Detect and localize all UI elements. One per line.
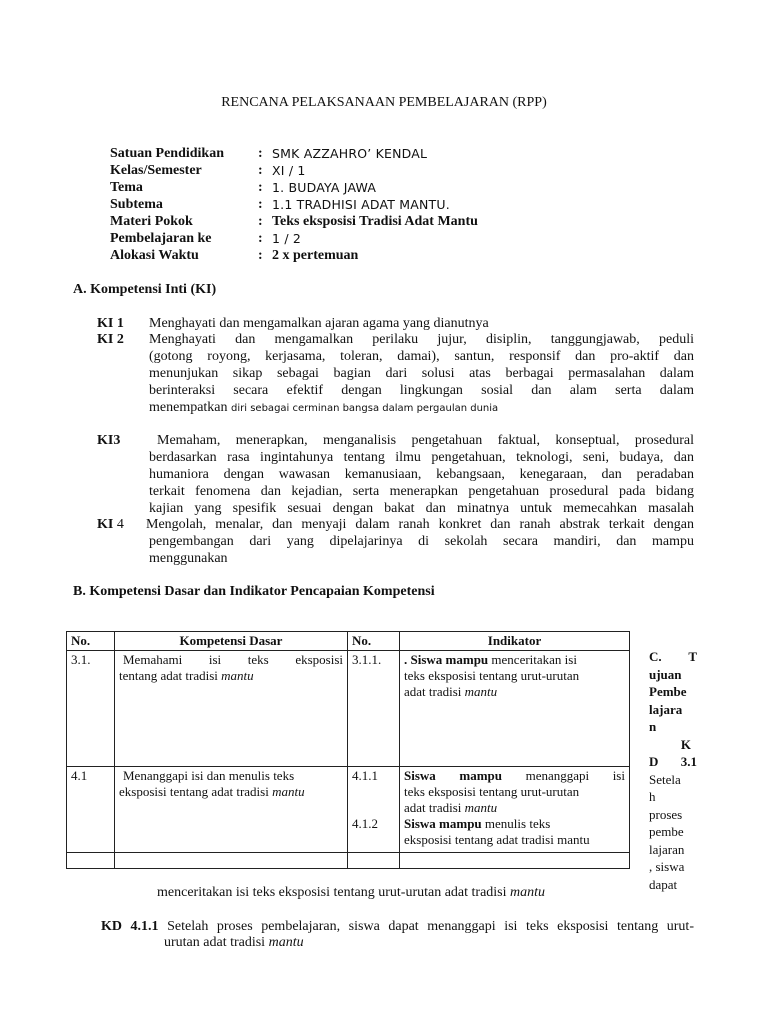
side-line: K bbox=[680, 736, 691, 752]
info-colon: : bbox=[258, 197, 263, 212]
section-b-heading: B. Kompetensi Dasar dan Indikator Pencapaian Kompetensi bbox=[73, 584, 435, 599]
kd-411-line-2 bbox=[164, 934, 304, 951]
info-colon: : bbox=[258, 214, 263, 229]
kd-411-line-2-text: urutan adat tradisi bbox=[164, 935, 269, 950]
ki2-line: Menghayati dan mengamalkan perilaku jujur, disiplin, tanggungjawab, peduli bbox=[149, 332, 694, 347]
info-label: Kelas/Semester bbox=[110, 163, 202, 178]
info-colon: : bbox=[258, 231, 263, 246]
table-row bbox=[67, 651, 630, 767]
row1-ind-line3-text: adat tradisi bbox=[404, 684, 465, 699]
row1-kd-text: tentang adat tradisi bbox=[119, 668, 222, 683]
row1-ind-text: menceritakan isi bbox=[488, 652, 577, 667]
ki2-line: berinteraksi secara efektif dengan lingkungan sosial dan alam serta dalam bbox=[149, 383, 694, 398]
row1-ind-line3 bbox=[404, 684, 625, 700]
header-no-2: No. bbox=[348, 632, 400, 651]
empty-cell bbox=[67, 853, 115, 869]
info-value: 1.1 TRADHISI ADAT MANTU. bbox=[272, 197, 450, 212]
info-value: SMK AZZAHRO’ KENDAL bbox=[272, 146, 428, 161]
empty-cell bbox=[348, 853, 400, 869]
side-line: n bbox=[649, 719, 657, 734]
row2-kd-italic: mantu bbox=[272, 784, 305, 799]
side-line: pembe bbox=[649, 824, 684, 839]
row2-ind1-line3 bbox=[404, 800, 625, 816]
side-31: 3.1 bbox=[680, 754, 697, 769]
table-row-empty bbox=[67, 853, 630, 869]
row2-kd-line1: Menanggapi isi dan menulis teks bbox=[123, 768, 295, 783]
info-colon: : bbox=[258, 180, 263, 195]
info-label: Satuan Pendidikan bbox=[110, 146, 224, 161]
ki3-line: Memaham, menerapkan, menganalisis pengetahuan faktual, konseptual, prosedural bbox=[157, 433, 694, 448]
side-line: lajaran bbox=[649, 841, 685, 857]
side-line: h bbox=[649, 789, 656, 804]
row2-ind1-line2: teks eksposisi tentang urut-urutan bbox=[404, 784, 580, 799]
table-header-row bbox=[67, 632, 630, 651]
row2-kd bbox=[115, 767, 348, 853]
row1-no: 3.1. bbox=[67, 651, 115, 767]
header-indikator: Indikator bbox=[400, 632, 630, 651]
row2-ind1-line1 bbox=[404, 768, 625, 784]
row2-ind2-no: 4.1.2 bbox=[352, 816, 378, 831]
info-label: Subtema bbox=[110, 197, 163, 212]
side-c: C. bbox=[649, 649, 662, 664]
info-label: Pembelajaran ke bbox=[110, 231, 212, 246]
kd-411-line bbox=[101, 918, 694, 935]
ki2-last-serif: menempatkan bbox=[149, 400, 232, 415]
row1-ind-italic: mantu bbox=[464, 684, 498, 699]
kd-411-label: KD 4.1.1 bbox=[101, 919, 159, 934]
ki4-code-bold: KI bbox=[97, 517, 114, 532]
ki2-code: KI 2 bbox=[97, 332, 124, 347]
kd-411-text: Setelah proses pembelajaran, siswa dapat menanggapi isi teks eksposisi tentang urut- bbox=[158, 919, 694, 934]
ki1-code: KI 1 bbox=[97, 316, 124, 331]
ki2-line: (gotong royong, kerjasama, toleran, damai), santun, responsif dan pro-aktif dan bbox=[149, 349, 694, 364]
row1-kd-italic: mantu bbox=[221, 668, 254, 683]
info-value: XI / 1 bbox=[272, 163, 306, 178]
info-label: Tema bbox=[110, 180, 143, 195]
ki3-line: terkait fenomena dan kejadian, serta menerapkan pengetahuan prosedural pada bidang bbox=[149, 484, 694, 499]
side-line bbox=[649, 753, 697, 771]
row1-ind-line1 bbox=[404, 652, 625, 668]
side-column bbox=[649, 648, 697, 893]
info-label: Alokasi Waktu bbox=[110, 248, 199, 263]
ki3-line: kajian yang spesifik sesuai dengan bakat dan minatnya untuk memecahkan masalah bbox=[149, 501, 694, 516]
row1-indicator bbox=[400, 651, 630, 767]
side-line bbox=[649, 648, 697, 666]
row1-kd-line2 bbox=[119, 668, 343, 684]
info-value: 1 / 2 bbox=[272, 231, 302, 246]
row2-kd-line2 bbox=[119, 784, 343, 800]
row2-ind1-italic: mantu bbox=[464, 800, 498, 815]
bottom-line-1-text: menceritakan isi teks eksposisi tentang urut-urutan adat tradisi bbox=[157, 885, 511, 900]
row2-no: 4.1 bbox=[67, 767, 115, 853]
ki1-text: Menghayati dan mengamalkan ajaran agama yang dianutnya bbox=[149, 316, 489, 331]
ki3-code: KI3 bbox=[97, 433, 121, 448]
info-colon: : bbox=[258, 146, 263, 161]
side-line: Pembe bbox=[649, 684, 687, 699]
header-no: No. bbox=[67, 632, 115, 651]
info-value: 1. BUDAYA JAWA bbox=[272, 180, 377, 195]
kd-411-italic: mantu bbox=[268, 935, 304, 950]
table-row bbox=[67, 767, 630, 853]
ki2-last-sans: diri sebagai cerminan bangsa dalam pergaulan dunia bbox=[231, 403, 499, 414]
row2-ind1-bold: Siswa mampu bbox=[404, 768, 502, 783]
row1-kd-line1: Memahami isi teks eksposisi bbox=[123, 652, 343, 667]
row1-kd bbox=[115, 651, 348, 767]
info-colon: : bbox=[258, 163, 263, 178]
kd-indicator-table bbox=[66, 631, 630, 869]
side-line: lajara bbox=[649, 701, 683, 717]
empty-cell bbox=[400, 853, 630, 869]
row1-ind-bold: . Siswa mampu bbox=[404, 652, 489, 667]
row2-spacer bbox=[352, 784, 395, 816]
empty-cell bbox=[115, 853, 348, 869]
row2-ind1-line3-text: adat tradisi bbox=[404, 800, 465, 815]
info-label: Materi Pokok bbox=[110, 214, 193, 229]
row2-ind2-line2: eksposisi tentang adat tradisi mantu bbox=[404, 832, 590, 847]
ki2-last-line bbox=[149, 399, 498, 417]
side-d: D bbox=[649, 754, 659, 769]
info-colon: : bbox=[258, 248, 263, 263]
side-line: Setela bbox=[649, 771, 681, 787]
ki4-line: menggunakan bbox=[149, 551, 228, 566]
row2-kd-text: eksposisi tentang adat tradisi bbox=[119, 784, 273, 799]
side-line: ujuan bbox=[649, 666, 682, 682]
ki3-line: humaniora dengan wawasan kemanusiaan, kebangsaan, kenegaraan, dan peradaban bbox=[149, 467, 694, 482]
ki4-line: Mengolah, menalar, dan menyaji dalam ranah konkret dan ranah abstrak terkait dengan bbox=[146, 517, 694, 532]
row2-ind2-text: menulis teks bbox=[481, 816, 551, 831]
ki4-code bbox=[97, 516, 124, 533]
side-line: proses bbox=[649, 806, 683, 822]
ki3-line: berdasarkan rasa ingintahunya tentang ilmu pengetahuan, teknologi, seni, budaya, dan bbox=[149, 450, 694, 465]
section-a-heading: A. Kompetensi Inti (KI) bbox=[73, 282, 217, 297]
info-value: 2 x pertemuan bbox=[272, 248, 359, 263]
bottom-line-1-italic: mantu bbox=[510, 885, 546, 900]
document-title: RENCANA PELAKSANAAN PEMBELAJARAN (RPP) bbox=[221, 95, 547, 110]
row1-ind-no: 3.1.1. bbox=[348, 651, 400, 767]
row1-ind-line2: teks eksposisi tentang urut-urutan bbox=[404, 668, 580, 683]
row2-ind2-line1 bbox=[404, 816, 625, 832]
side-line: dapat bbox=[649, 876, 678, 892]
ki2-line: menunjukan sikap sebagai bagian dari solusi atas berbagai permasalahan dalam bbox=[149, 366, 694, 381]
info-value: Teks eksposisi Tradisi Adat Mantu bbox=[272, 214, 478, 229]
side-t: T bbox=[688, 649, 697, 664]
ki4-line: pengembangan dari yang dipelajarinya di sekolah secara mandiri, dan mampu bbox=[149, 534, 694, 549]
ki4-code-num: 4 bbox=[113, 517, 124, 532]
row2-ind-no bbox=[348, 767, 400, 853]
row2-ind1-text: menanggapi isi bbox=[502, 768, 625, 783]
header-kompetensi-dasar: Kompetensi Dasar bbox=[115, 632, 348, 651]
bottom-line-1 bbox=[157, 884, 545, 901]
row2-ind2-bold: Siswa mampu bbox=[404, 816, 482, 831]
side-line: , siswa bbox=[649, 859, 685, 874]
row2-indicator bbox=[400, 767, 630, 853]
row2-ind1-no: 4.1.1 bbox=[352, 768, 378, 783]
